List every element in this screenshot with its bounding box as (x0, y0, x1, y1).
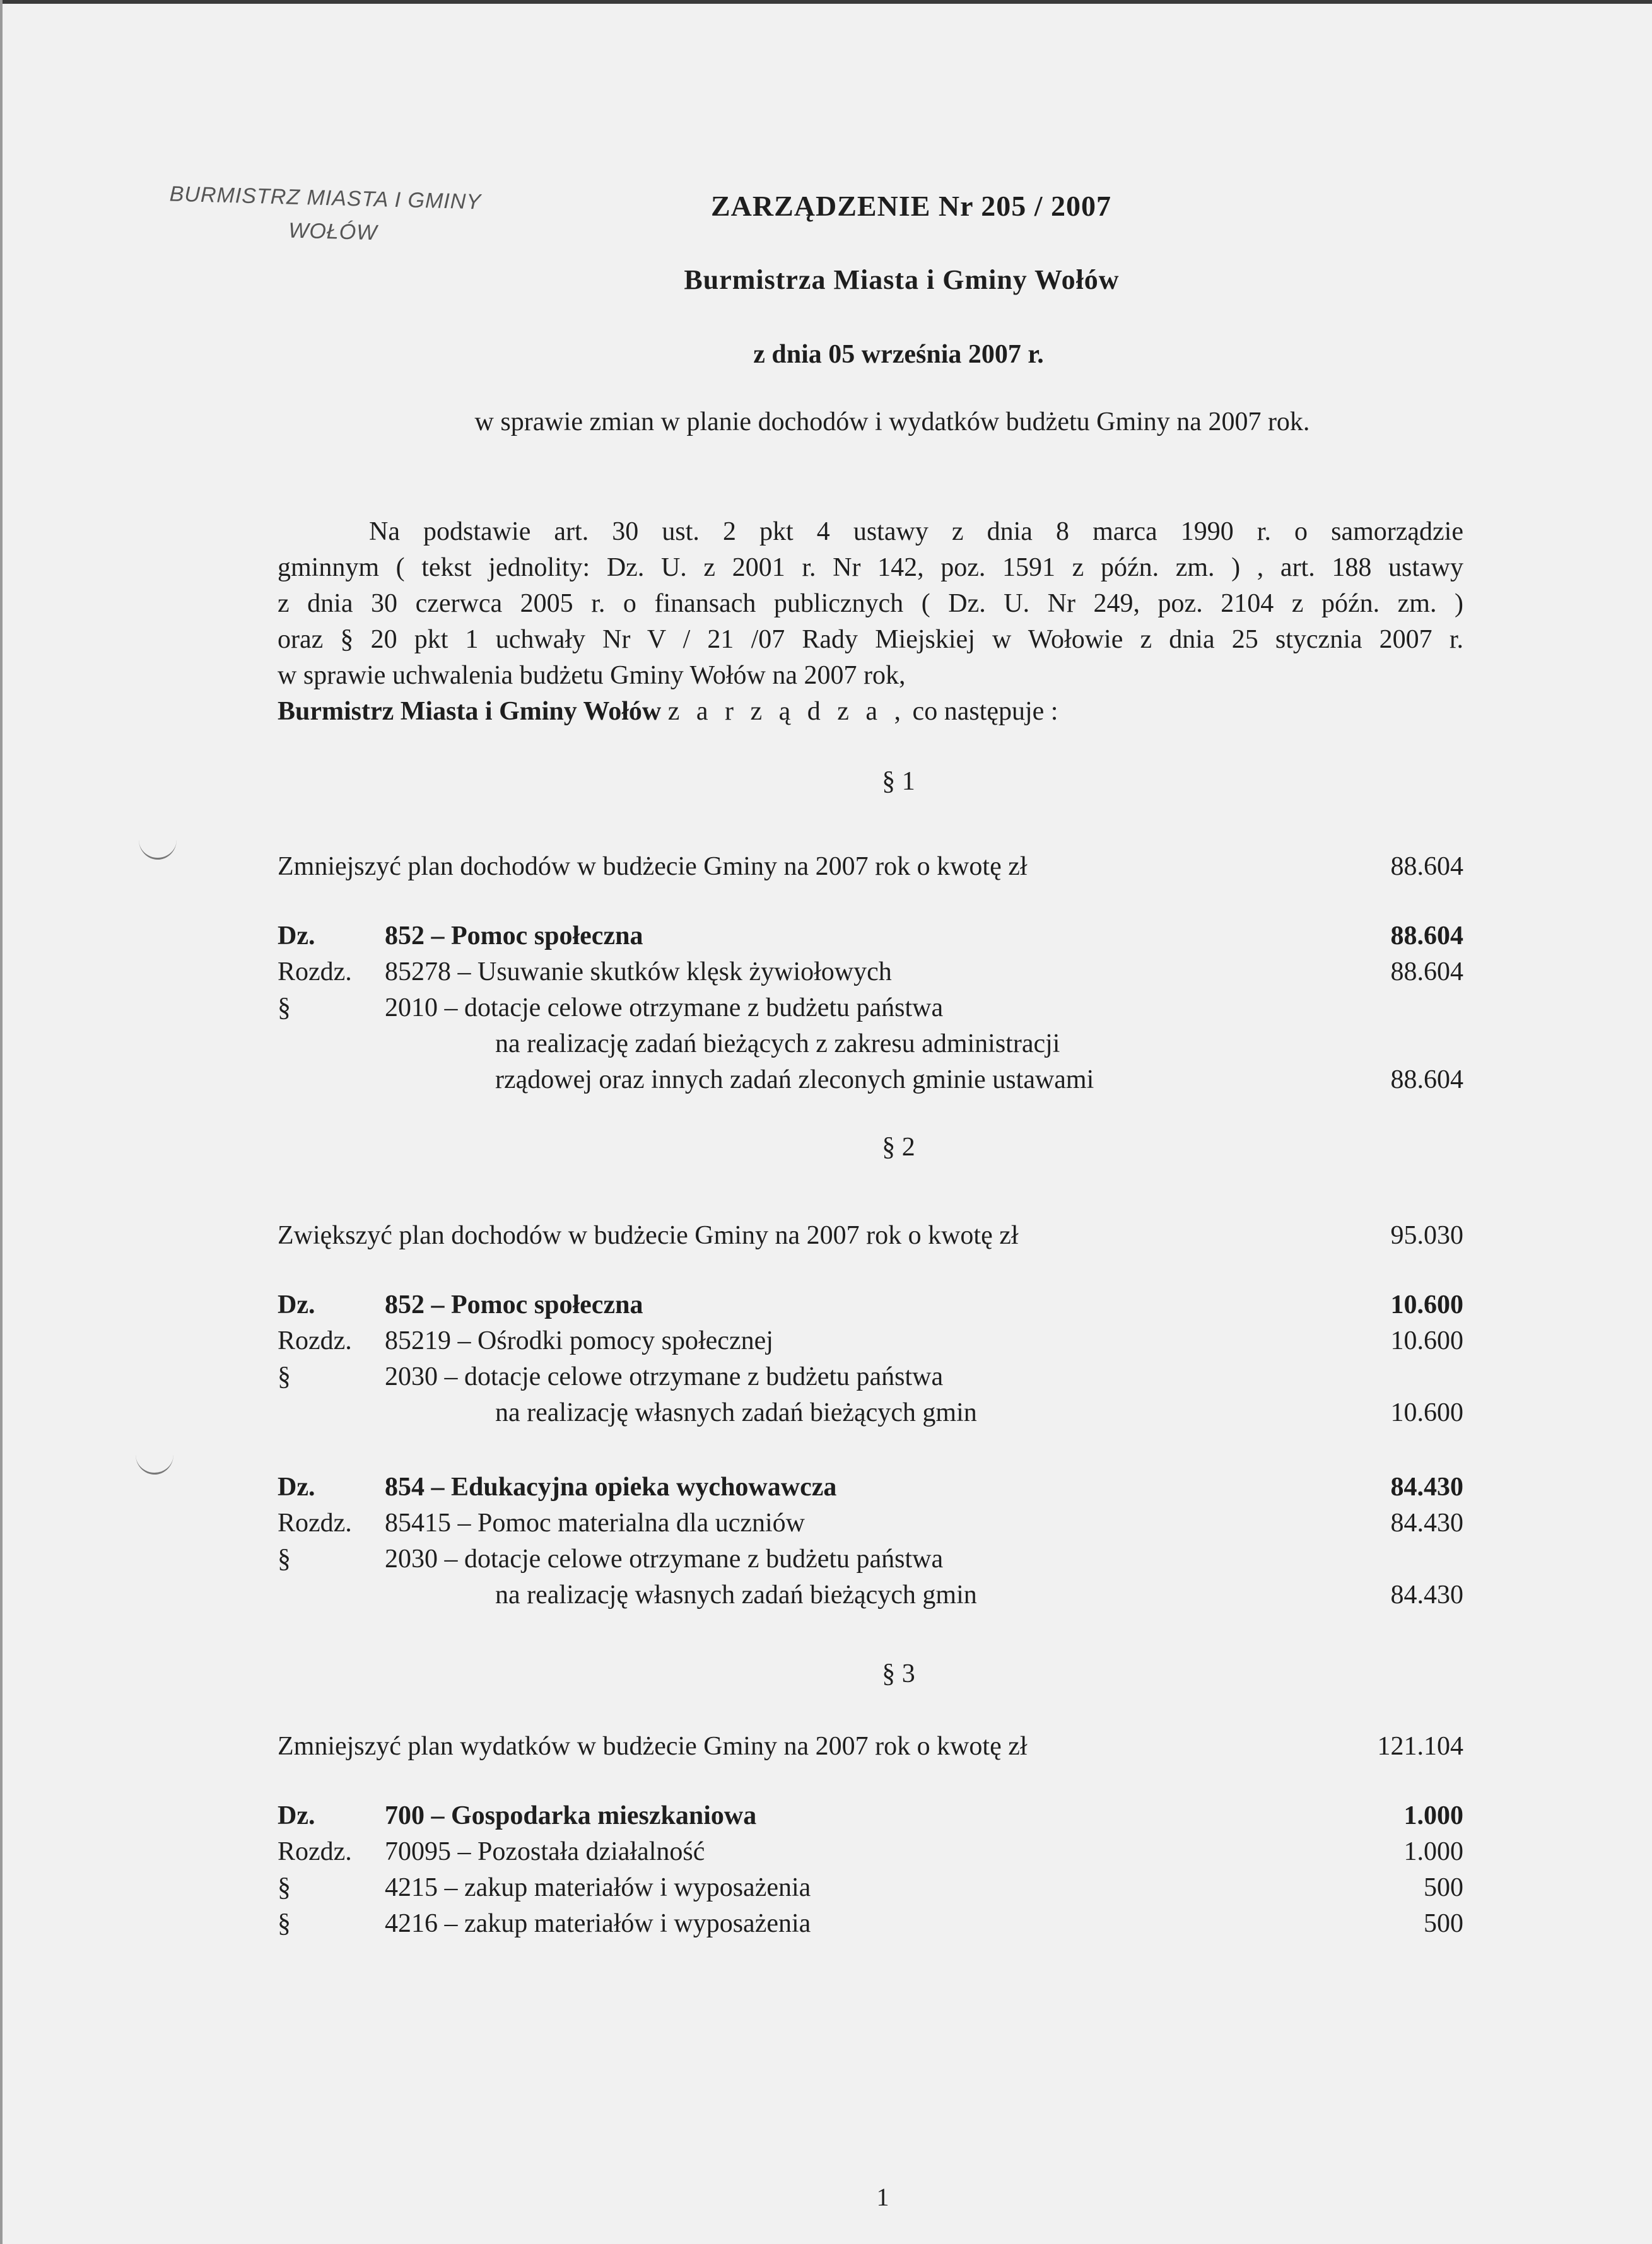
budget-row (278, 1220, 1463, 1258)
budget-row (278, 1065, 1463, 1102)
row-c2: 85278 – Usuwanie skutków klęsk żywiołowych (385, 957, 892, 986)
document-subject: w sprawie zmian w planie dochodów i wydatków budżetu Gminy na 2007 rok. (474, 407, 1310, 436)
row-amount: 95.030 (1390, 1221, 1463, 1250)
budget-row (278, 1873, 1463, 1910)
row-c2: 700 – Gospodarka mieszkaniowa (385, 1801, 757, 1830)
budget-row (278, 921, 1463, 959)
decree-verb: z a r z ą d z a , (667, 697, 906, 726)
row-c1: Dz. (278, 1473, 315, 1502)
row-amount: 84.430 (1390, 1473, 1463, 1502)
budget-row (278, 1544, 1463, 1582)
row-c2: 2030 – dotacje celowe otrzymane z budżetu państwa (385, 1362, 944, 1391)
row-amount: 88.604 (1390, 852, 1463, 881)
row-c2: 2010 – dotacje celowe otrzymane z budżetu państwa (385, 993, 944, 1022)
row-c1: § (278, 1873, 291, 1902)
document-title: ZARZĄDZENIE Nr 205 / 2007 (711, 190, 1111, 222)
row-c1: Zmniejszyć plan dochodów w budżecie Gminy na 2007 rok o kwotę zł (278, 852, 1028, 881)
row-c2: 854 – Edukacyjna opieka wychowawcza (385, 1473, 837, 1502)
budget-row (278, 1362, 1463, 1400)
budget-row (278, 1290, 1463, 1328)
row-c1: § (278, 1909, 291, 1938)
row-c1: § (278, 993, 291, 1022)
row-c1: Zmniejszyć plan wydatków w budżecie Gminy na 2007 rok o kwotę zł (278, 1732, 1028, 1761)
decree-end: co następuje : (912, 697, 1058, 726)
row-amount: 10.600 (1390, 1290, 1463, 1319)
row-amount: 1.000 (1403, 1837, 1463, 1866)
basis-line-3: z dnia 30 czerwca 2005 r. o finansach publicznych ( Dz. U. Nr 249, poz. 2104 z późn. zm. ) (278, 589, 1463, 618)
legal-basis (278, 514, 1463, 730)
row-c1: § (278, 1545, 291, 1574)
row-amount: 88.604 (1390, 1065, 1463, 1094)
budget-row (278, 993, 1463, 1031)
decree-line (278, 694, 1463, 730)
row-amount: 84.430 (1390, 1581, 1463, 1610)
budget-row (278, 1472, 1463, 1510)
row-c1: § (278, 1362, 291, 1391)
row-c2: 85219 – Ośrodki pomocy społecznej (385, 1326, 773, 1355)
budget-row (278, 1508, 1463, 1546)
row-c3: na realizację własnych zadań bieżących gmin (495, 1581, 977, 1610)
row-c1: Dz. (278, 921, 315, 950)
row-c1: Dz. (278, 1801, 315, 1830)
document-date: z dnia 05 września 2007 r. (753, 340, 1044, 369)
row-c2: 70095 – Pozostała działalność (385, 1837, 705, 1866)
binder-hole-mark (139, 820, 177, 860)
budget-row (278, 1801, 1463, 1838)
row-c2: 2030 – dotacje celowe otrzymane z budżetu państwa (385, 1545, 944, 1574)
basis-line-1: Na podstawie art. 30 ust. 2 pkt 4 ustawy z dnia 8 marca 1990 r. o samorządzie (369, 517, 1463, 546)
row-amount: 500 (1424, 1873, 1463, 1902)
binder-hole-mark (136, 1435, 173, 1475)
row-amount: 88.604 (1390, 957, 1463, 986)
row-c1: Rozdz. (278, 1837, 352, 1866)
decree-authority: Burmistrz Miasta i Gminy Wołów (278, 697, 662, 726)
row-c2: 852 – Pomoc społeczna (385, 921, 643, 950)
row-c3: rządowej oraz innych zadań zleconych gminie ustawami (495, 1065, 1094, 1094)
row-c1: Rozdz. (278, 1509, 352, 1538)
section-1-heading: § 1 (882, 767, 915, 796)
row-amount: 1.000 (1403, 1801, 1463, 1830)
row-c3: na realizację własnych zadań bieżących gmin (495, 1398, 977, 1427)
budget-row (278, 1837, 1463, 1874)
row-c3: na realizację zadań bieżących z zakresu administracji (495, 1029, 1060, 1058)
row-amount: 500 (1424, 1909, 1463, 1938)
section-2-heading: § 2 (882, 1133, 915, 1162)
row-c2: 4216 – zakup materiałów i wyposażenia (385, 1909, 811, 1938)
basis-line-5: w sprawie uchwalenia budżetu Gminy Wołów na 2007 rok, (278, 661, 906, 690)
document-issuer: Burmistrza Miasta i Gminy Wołów (684, 264, 1120, 295)
budget-row (278, 1731, 1463, 1769)
budget-row (278, 1398, 1463, 1435)
row-c1: Rozdz. (278, 1326, 352, 1355)
budget-row (278, 1908, 1463, 1946)
scan-edge-top (0, 0, 1652, 4)
row-c1: Dz. (278, 1290, 315, 1319)
stamp-line-2: WOŁÓW (288, 218, 378, 245)
budget-row (278, 1580, 1463, 1618)
row-amount: 88.604 (1390, 921, 1463, 950)
basis-line-4: oraz § 20 pkt 1 uchwały Nr V / 21 /07 Rady Miejskiej w Wołowie z dnia 25 stycznia 2007 r. (278, 625, 1463, 654)
budget-row (278, 851, 1463, 889)
row-c2: 852 – Pomoc społeczna (385, 1290, 643, 1319)
scan-edge-left (0, 0, 3, 2244)
budget-row (278, 1326, 1463, 1364)
row-c2: 85415 – Pomoc materialna dla uczniów (385, 1509, 805, 1538)
row-amount: 84.430 (1390, 1509, 1463, 1538)
stamp-line-1: BURMISTRZ MIASTA I GMINY (169, 182, 482, 214)
basis-line-2: gminnym ( tekst jednolity: Dz. U. z 2001 r. Nr 142, poz. 1591 z późn. zm. ) , art. 188 ustawy (278, 553, 1463, 582)
row-c1: Rozdz. (278, 957, 352, 986)
row-c1: Zwiększyć plan dochodów w budżecie Gminy na 2007 rok o kwotę zł (278, 1221, 1019, 1250)
page-number: 1 (876, 2183, 889, 2211)
row-amount: 121.104 (1377, 1732, 1463, 1761)
row-amount: 10.600 (1390, 1398, 1463, 1427)
row-c2: 4215 – zakup materiałów i wyposażenia (385, 1873, 811, 1902)
section-3-heading: § 3 (882, 1659, 915, 1688)
budget-row (278, 1029, 1463, 1066)
row-amount: 10.600 (1390, 1326, 1463, 1355)
budget-row (278, 957, 1463, 995)
